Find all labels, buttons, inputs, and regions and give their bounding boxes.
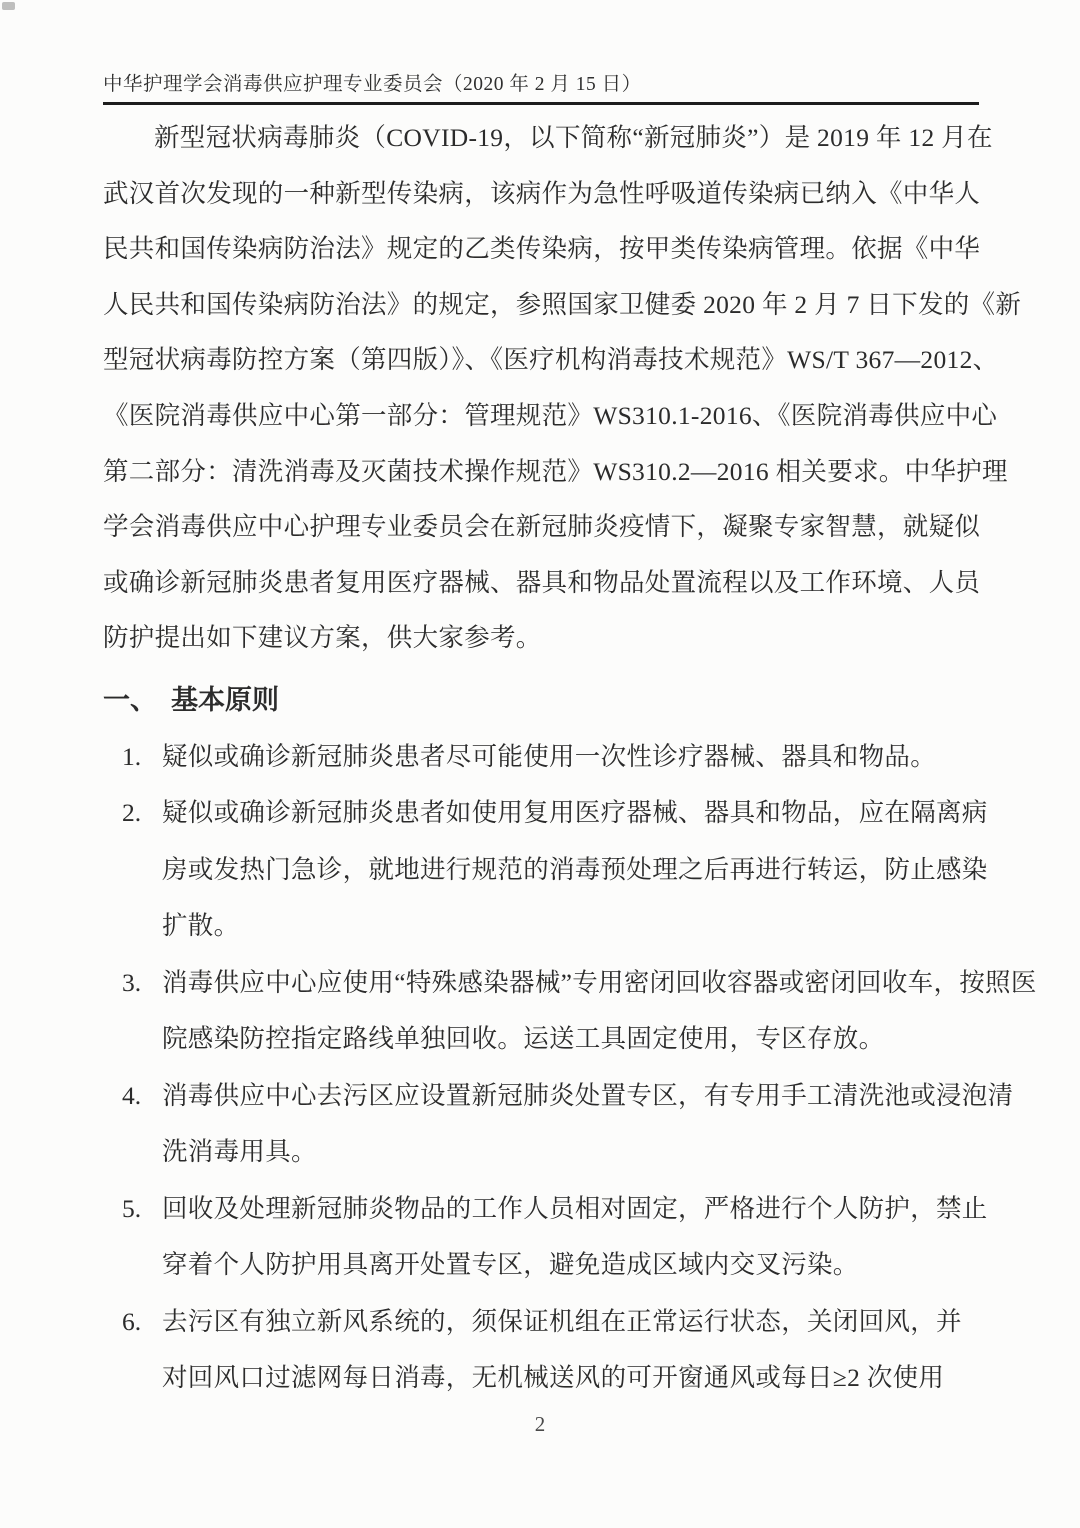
intro-line: 第二部分：清洗消毒及灭菌技术操作规范》WS310.2—2016 相关要求。中华护理 (103, 456, 1008, 486)
section-heading-number: 一、 (103, 684, 157, 715)
list-item-row (103, 898, 979, 955)
page-number: 2 (534, 1412, 546, 1436)
list-item-number (122, 1011, 162, 1068)
intro-line: 型冠状病毒防控方案（第四版）》、《医疗机构消毒技术规范》WS/T 367—2012、 (103, 345, 999, 375)
list-item-number (122, 898, 162, 955)
list-item-row (103, 1294, 979, 1351)
list-item-row (103, 1011, 979, 1068)
scan-artifact (2, 2, 15, 10)
list-item-text: 穿着个人防护用具离开处置专区，避免造成区域内交叉污染。 (162, 1250, 859, 1280)
list-item-text: 房或发热门急诊，就地进行规范的消毒预处理之后再进行转运，防止感染 (162, 854, 988, 884)
list-item-text: 疑似或确诊新冠肺炎患者尽可能使用一次性诊疗器械、器具和物品。 (162, 741, 937, 771)
list-item-number: 2. (122, 798, 142, 828)
list-item-row (103, 729, 979, 786)
list-item-number (122, 1124, 162, 1181)
page-content (103, 70, 1037, 1407)
header-rule (103, 102, 979, 105)
list-item-row (103, 955, 1037, 1012)
list-item-number: 3. (122, 967, 142, 997)
list-item-text: 院感染防控指定路线单独回收。运送工具固定使用，专区存放。 (162, 1024, 885, 1054)
list-item-number: 5. (122, 1193, 142, 1223)
intro-line: 《医院消毒供应中心第一部分：管理规范》WS310.1-2016、《医院消毒供应中心 (103, 400, 998, 430)
list-item-number: 4. (122, 1080, 142, 1110)
list-item-text: 洗消毒用具。 (162, 1137, 317, 1167)
intro-line: 防护提出如下建议方案，供大家参考。 (103, 623, 542, 653)
intro-line: 新型冠状病毒肺炎（COVID-19，以下简称“新冠肺炎”）是 2019 年 12 月在 (154, 123, 993, 152)
header-committee-line: 中华护理学会消毒供应护理专业委员会（2020 年 2 月 15 日） (103, 74, 642, 95)
list-item-number: 1. (122, 741, 142, 771)
section-heading-title: 基本原则 (171, 684, 279, 715)
list-item-row (103, 1068, 1014, 1125)
intro-line: 民共和国传染病防治法》规定的乙类传染病，按甲类传染病管理。依据《中华 (103, 234, 981, 264)
intro-line: 或确诊新冠肺炎患者复用医疗器械、器具和物品处置流程以及工作环境、人员 (103, 567, 981, 597)
list-item-number (122, 1350, 162, 1407)
list-item-number: 6. (122, 1306, 142, 1336)
list-item-text: 消毒供应中心去污区应设置新冠肺炎处置专区，有专用手工清洗池或浸泡清 (162, 1080, 1014, 1110)
intro-line: 武汉首次发现的一种新型传染病，该病作为急性呼吸道传染病已纳入《中华人 (103, 178, 981, 208)
list-item-text: 消毒供应中心应使用“特殊感染器械”专用密闭回收容器或密闭回收车，按照医 (162, 967, 1037, 997)
intro-paragraph (103, 110, 1022, 666)
list-item-row (103, 1237, 979, 1294)
list-item-text: 疑似或确诊新冠肺炎患者如使用复用医疗器械、器具和物品，应在隔离病 (162, 798, 988, 828)
list-item-text: 扩散。 (162, 911, 240, 941)
list-item-text: 去污区有独立新风系统的，须保证机组在正常运行状态，关闭回风，并 (162, 1306, 962, 1336)
list-item-text: 回收及处理新冠肺炎物品的工作人员相对固定，严格进行个人防护，禁止 (162, 1193, 988, 1223)
numbered-list (103, 729, 1037, 1407)
intro-line: 学会消毒供应中心护理专业委员会在新冠肺炎疫情下，凝聚专家智慧，就疑似 (103, 512, 981, 542)
section-heading (103, 672, 979, 729)
intro-line: 人民共和国传染病防治法》的规定，参照国家卫健委 2020 年 2 月 7 日下发的《新 (103, 289, 1022, 319)
list-item-row (103, 785, 988, 842)
list-item-number (122, 1237, 162, 1294)
list-item-row (103, 1124, 979, 1181)
list-item-row (103, 1350, 979, 1407)
list-item-row (103, 1181, 988, 1238)
list-item-text: 对回风口过滤网每日消毒，无机械送风的可开窗通风或每日≥2 次使用 (162, 1363, 945, 1393)
list-item-number (122, 842, 162, 899)
list-item-row (103, 842, 988, 899)
